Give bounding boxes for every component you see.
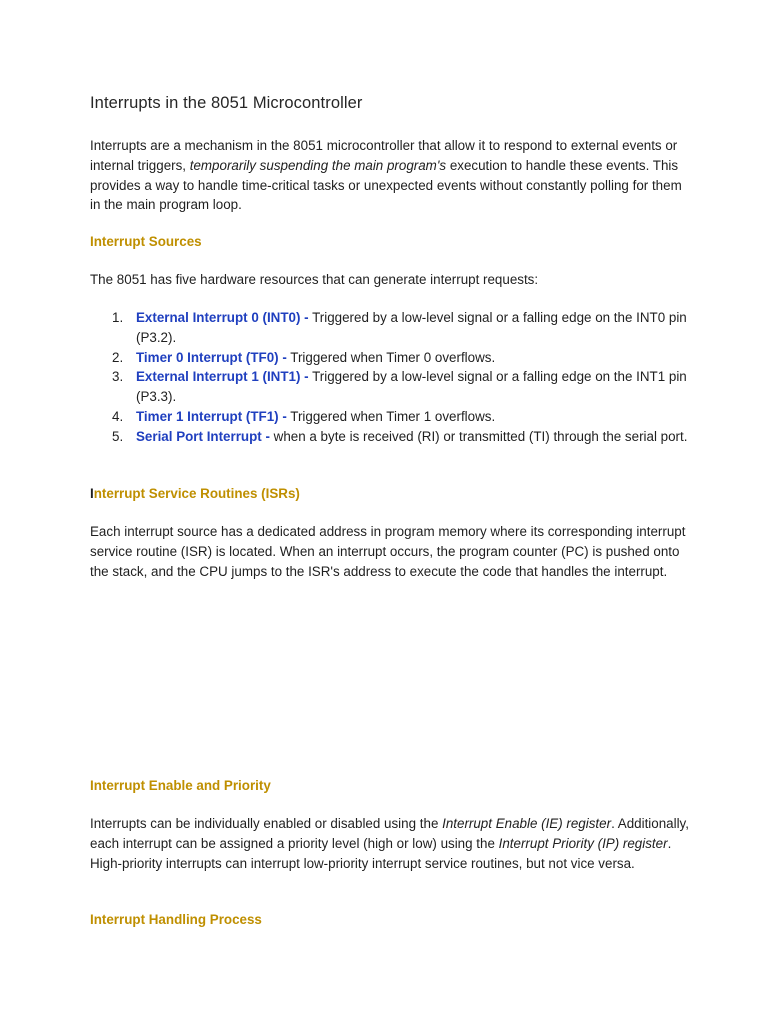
heading-interrupt-service-routines [90, 486, 300, 501]
intro-text-2: execution to handle these events. This provides a way to handle time-critical tasks or unexpected events without constantly polling for them in the main program loop. [90, 157, 682, 213]
heading-first-letter: I [90, 486, 94, 501]
list-item-term: External Interrupt 1 (INT1) - [136, 369, 309, 385]
list-number: 3. [112, 369, 124, 385]
heading-rest: nterrupt Service Routines (ISRs) [93, 486, 300, 501]
ie-register-emphasis: Interrupt Enable (IE) register [442, 816, 612, 831]
list-item-description: Triggered by a low-level signal or a falling edge on the INT0 pin (P3.2). [136, 310, 687, 345]
intro-emphasis: temporarily suspending the main program's [189, 157, 447, 173]
list-item-description: when a byte is received (RI) or transmitted (TI) through the serial port. [269, 428, 688, 444]
heading-interrupt-handling-process: Interrupt Handling Process [90, 912, 262, 927]
intro-text-1: Interrupts are a mechanism in the 8051 microcontroller that allow it to respond to external events or internal triggers, [90, 138, 678, 173]
list-number: 2. [112, 349, 124, 365]
enable-text-3: . High-priority interrupts can interrupt low-priority interrupt service routines, but not vice versa. [90, 835, 672, 871]
list-item-term: External Interrupt 0 (INT0) - [136, 310, 309, 325]
list-item-description: Triggered when Timer 1 overflows. [286, 408, 496, 424]
enable-text-1: Interrupts can be individually enabled or disabled using the [90, 816, 443, 831]
list-number: 1. [112, 310, 124, 325]
list-item [90, 308, 690, 348]
heading-interrupt-sources: Interrupt Sources [90, 234, 202, 249]
list-item [90, 427, 690, 447]
enable-text-2: . Additionally, each interrupt can be assigned a priority level (high or low) using the [90, 816, 689, 851]
ip-register-emphasis: Interrupt Priority (IP) register [498, 835, 668, 851]
interrupt-sources-list [90, 308, 690, 447]
list-item-term: Timer 1 Interrupt (TF1) - [136, 408, 287, 424]
list-item [90, 367, 690, 407]
list-number: 4. [112, 408, 124, 424]
isr-paragraph: Each interrupt source has a dedicated address in program memory where its corresponding interrupt service routine (ISR) is located. When an interrupt occurs, the program counter (PC) is pushed onto the stack, and the CPU jumps to the ISR's address to execute the code that handles the interrupt. [90, 524, 686, 579]
list-item [90, 348, 690, 368]
list-item-description: Triggered by a low-level signal or a falling edge on the INT1 pin (P3.3). [136, 369, 687, 405]
list-number: 5. [112, 428, 124, 444]
list-item-term: Serial Port Interrupt - [136, 428, 270, 444]
heading-interrupt-enable-priority: Interrupt Enable and Priority [90, 778, 271, 793]
sources-intro-paragraph: The 8051 has five hardware resources that can generate interrupt requests: [90, 272, 539, 287]
list-item-term: Timer 0 Interrupt (TF0) - [136, 349, 287, 365]
enable-paragraph [90, 814, 690, 873]
list-item [90, 407, 690, 427]
intro-paragraph [90, 136, 690, 215]
list-item-description: Triggered when Timer 0 overflows. [286, 349, 496, 365]
page-title: Interrupts in the 8051 Microcontroller [90, 94, 363, 112]
